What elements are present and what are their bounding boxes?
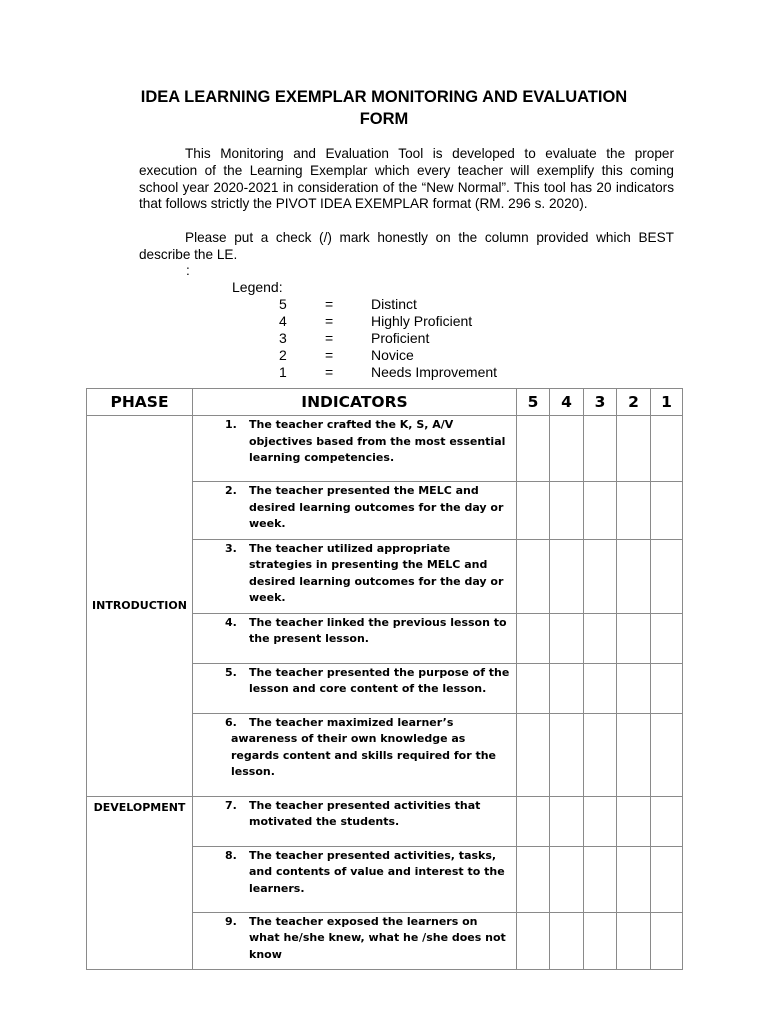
legend-row [0, 330, 768, 347]
intro-paragraph-1 [139, 146, 674, 213]
indicator-text: The teacher maximized learner’s awareness of their own knowledge as regards content and skills required for the lesson. [231, 715, 497, 778]
check-cell-2[interactable] [617, 912, 651, 970]
legend-equals: = [325, 330, 334, 346]
indicator-text: The teacher exposed the learners on what he/she knew, what he /she does not know [249, 914, 506, 961]
indicator-number: 5. [225, 665, 237, 679]
check-cell-5[interactable] [517, 846, 550, 912]
indicator-number: 7. [225, 798, 237, 812]
indicator-text: The teacher linked the previous lesson to the present lesson. [249, 615, 507, 645]
indicator-cell [193, 846, 517, 912]
legend-meaning: Novice [371, 347, 414, 363]
check-cell-4[interactable] [550, 482, 584, 540]
indicator-cell [193, 482, 517, 540]
indicator-cell [193, 796, 517, 846]
title-line-2: FORM [359, 110, 409, 128]
indicator-cell [193, 613, 517, 663]
check-cell-1[interactable] [651, 663, 683, 713]
check-cell-2[interactable] [617, 846, 651, 912]
check-cell-4[interactable] [550, 613, 584, 663]
indicator-text: The teacher presented the purpose of the lesson and core content of the lesson. [249, 665, 510, 695]
legend-meaning: Highly Proficient [371, 313, 473, 329]
title-line-1: IDEA LEARNING EXEMPLAR MONITORING AND EVALUATION [140, 88, 628, 106]
header-score-3: 3 [584, 389, 617, 416]
check-cell-1[interactable] [651, 912, 683, 970]
table-header-row [87, 389, 683, 416]
check-cell-3[interactable] [584, 796, 617, 846]
indicator-cell [193, 713, 517, 796]
check-cell-3[interactable] [584, 846, 617, 912]
header-score-1: 1 [651, 389, 683, 416]
check-cell-3[interactable] [584, 416, 617, 482]
check-cell-1[interactable] [651, 846, 683, 912]
check-cell-2[interactable] [617, 416, 651, 482]
phase-development [87, 796, 193, 970]
check-cell-4[interactable] [550, 416, 584, 482]
check-cell-1[interactable] [651, 613, 683, 663]
intro-paragraph-2 [139, 230, 674, 264]
table-row [87, 796, 683, 846]
check-cell-3[interactable] [584, 663, 617, 713]
indicator-text: The teacher crafted the K, S, A/V objectives based from the most essential learning competencies. [249, 418, 506, 464]
check-cell-3[interactable] [584, 713, 617, 796]
legend-row [0, 313, 768, 330]
indicator-cell [193, 539, 517, 613]
check-cell-3[interactable] [584, 912, 617, 970]
legend-row [0, 364, 768, 381]
evaluation-table [86, 388, 683, 970]
indicator-text: The teacher presented activities, tasks, and contents of value and interest to the learners. [249, 848, 505, 895]
legend-equals: = [325, 347, 334, 363]
legend-equals: = [325, 313, 334, 329]
indicator-number: 1. [225, 418, 237, 431]
indicator-number: 6. [225, 715, 237, 729]
header-score-4: 4 [550, 389, 584, 416]
check-cell-4[interactable] [550, 912, 584, 970]
check-cell-1[interactable] [651, 416, 683, 482]
indicator-cell [193, 416, 517, 482]
indicator-number: 4. [225, 615, 237, 629]
check-cell-2[interactable] [617, 713, 651, 796]
check-cell-2[interactable] [617, 482, 651, 540]
indicator-cell [193, 912, 517, 970]
check-cell-2[interactable] [617, 663, 651, 713]
indicator-number: 2. [225, 484, 237, 497]
legend-row [0, 347, 768, 364]
form-title [86, 86, 682, 130]
check-cell-3[interactable] [584, 613, 617, 663]
check-cell-5[interactable] [517, 663, 550, 713]
legend-equals: = [325, 364, 334, 380]
indicator-text: The teacher utilized appropriate strategies in presenting the MELC and desired learning outcomes for the day or week. [249, 541, 504, 604]
phase-label: DEVELOPMENT [93, 800, 186, 814]
indicator-text: The teacher presented activities that motivated the students. [249, 798, 481, 828]
legend-label: Legend: [232, 279, 283, 295]
header-score-2: 2 [617, 389, 651, 416]
legend-score: 4 [279, 313, 287, 329]
phase-introduction [87, 416, 193, 797]
check-cell-5[interactable] [517, 912, 550, 970]
legend-score: 5 [279, 296, 287, 312]
legend-meaning: Needs Improvement [371, 364, 498, 380]
indicator-number: 8. [225, 848, 237, 862]
check-cell-1[interactable] [651, 539, 683, 613]
check-cell-4[interactable] [550, 796, 584, 846]
check-cell-3[interactable] [584, 539, 617, 613]
check-cell-1[interactable] [651, 796, 683, 846]
check-cell-5[interactable] [517, 482, 550, 540]
check-cell-2[interactable] [617, 796, 651, 846]
table-row [87, 416, 683, 482]
indicator-number: 3. [225, 541, 237, 555]
legend-score: 2 [279, 347, 287, 363]
check-cell-4[interactable] [550, 663, 584, 713]
header-score-5: 5 [517, 389, 550, 416]
check-cell-1[interactable] [651, 482, 683, 540]
header-phase: PHASE [87, 389, 193, 416]
check-cell-5[interactable] [517, 613, 550, 663]
legend-meaning: Distinct [371, 296, 417, 312]
indicator-number: 9. [225, 914, 237, 928]
legend-meaning: Proficient [371, 330, 430, 346]
check-cell-5[interactable] [517, 796, 550, 846]
intro-paragraph-2-text: Please put a check (/) mark honestly on the column provided which BEST describe the LE. [139, 230, 674, 262]
check-cell-4[interactable] [550, 846, 584, 912]
check-cell-3[interactable] [584, 482, 617, 540]
check-cell-4[interactable] [550, 713, 584, 796]
phase-label: INTRODUCTION [92, 599, 187, 613]
check-cell-4[interactable] [550, 539, 584, 613]
check-cell-2[interactable] [617, 613, 651, 663]
check-cell-5[interactable] [517, 713, 550, 796]
indicator-cell [193, 663, 517, 713]
intro-paragraph-1-text: This Monitoring and Evaluation Tool is developed to evaluate the proper execution of the Learning Exemplar which every teacher will exemplify this coming school year 2020-2021 in consideration of the “New Normal”. This tool has 20 indicators that follows strictly the PIVOT IDEA EXEMPLAR format (RM. 296 s. 2020). [139, 146, 674, 212]
legend-row [0, 296, 768, 313]
check-cell-5[interactable] [517, 416, 550, 482]
stray-colon: : [186, 263, 190, 278]
indicator-text: The teacher presented the MELC and desired learning outcomes for the day or week. [249, 484, 504, 530]
legend-score: 3 [279, 330, 287, 346]
legend-equals: = [325, 296, 334, 312]
check-cell-2[interactable] [617, 539, 651, 613]
check-cell-1[interactable] [651, 713, 683, 796]
header-indicators: INDICATORS [193, 389, 517, 416]
check-cell-5[interactable] [517, 539, 550, 613]
legend-score: 1 [279, 364, 287, 380]
